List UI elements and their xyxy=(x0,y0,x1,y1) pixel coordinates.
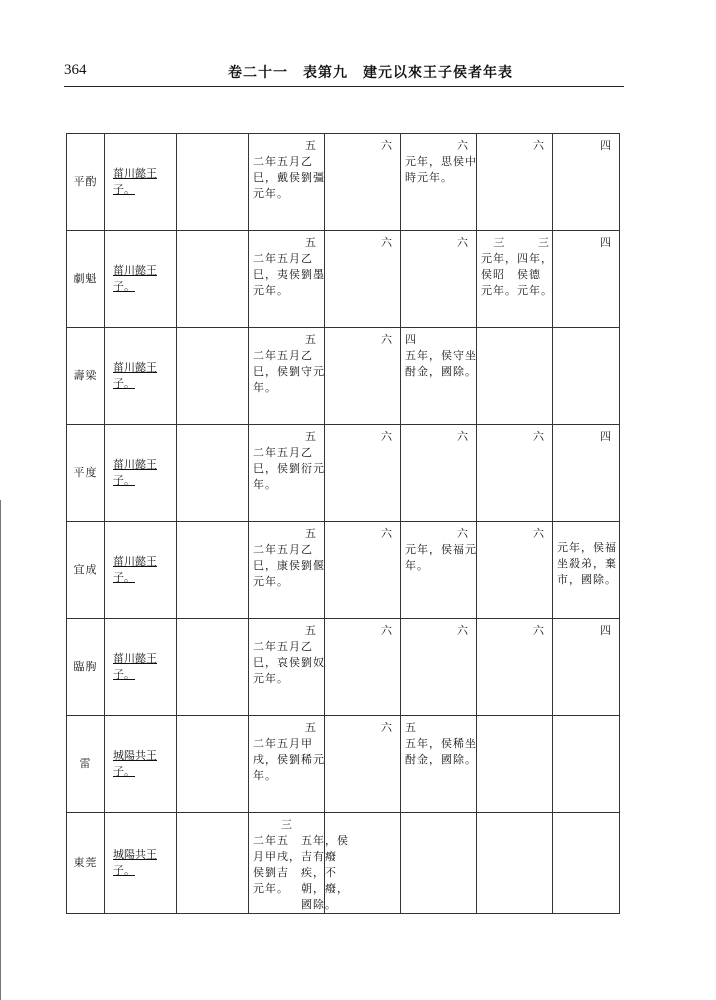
table-row xyxy=(67,619,620,716)
page-number: 364 xyxy=(64,62,87,78)
year-count: 四 xyxy=(600,430,611,443)
year-count: 六 xyxy=(457,236,468,249)
year-count: 六 xyxy=(533,430,544,443)
reign-block xyxy=(401,425,476,445)
lineage-note: 菑川懿王子。 xyxy=(113,555,157,584)
reign-cell xyxy=(553,425,620,522)
entry-text: 五年，侯稀坐 酎金，國除。 xyxy=(405,737,477,766)
marquisate-name: 壽梁 xyxy=(67,328,105,425)
year-count: 五 xyxy=(305,139,316,152)
year-count: 六 xyxy=(457,139,468,152)
empty-cell xyxy=(177,231,249,328)
enfeoffment-block xyxy=(249,231,324,299)
empty-cell xyxy=(177,522,249,619)
year-count: 六 xyxy=(381,430,392,443)
year-count: 六 xyxy=(381,624,392,637)
reign-block xyxy=(553,425,619,445)
year-count: 五 xyxy=(305,236,316,249)
table-row xyxy=(67,716,620,813)
reign-cell xyxy=(401,231,477,328)
year-count: 三 xyxy=(538,236,549,249)
year-count: 六 xyxy=(381,333,392,346)
reign-block xyxy=(325,716,400,736)
year-count: 四 xyxy=(600,139,611,152)
entry-text: 元年，侯福 坐殺弟，棄 市，國除。 xyxy=(557,541,617,586)
empty-cell xyxy=(177,813,249,914)
reign-cell xyxy=(401,425,477,522)
enfeoffment-block xyxy=(249,328,324,396)
year-count: 四 xyxy=(600,624,611,637)
reign-cell xyxy=(325,619,401,716)
lineage-note-cell xyxy=(105,425,177,522)
reign-cell xyxy=(325,425,401,522)
reign-block xyxy=(477,134,552,154)
enfeoffment-block xyxy=(249,522,324,590)
entry-text: 二年五月甲 戌，侯劉稀元 年。 xyxy=(253,737,325,782)
reign-cell xyxy=(477,328,553,425)
lineage-note: 菑川懿王子。 xyxy=(113,167,157,196)
year-count: 六 xyxy=(457,624,468,637)
reign-cell xyxy=(553,328,620,425)
lineage-note: 菑川懿王子。 xyxy=(113,458,157,487)
table-row xyxy=(67,231,620,328)
reign-block xyxy=(477,716,552,720)
reign-block xyxy=(325,813,400,817)
year-count: 六 xyxy=(381,139,392,152)
enfeoffment-block xyxy=(249,425,324,493)
year-count: 五 xyxy=(305,624,316,637)
lineage-note-cell xyxy=(105,134,177,231)
entry-text: 四年， 侯德 元年。 xyxy=(517,252,553,297)
table-row xyxy=(67,813,620,914)
year-count: 六 xyxy=(457,527,468,540)
empty-cell xyxy=(177,134,249,231)
lineage-note-cell xyxy=(105,716,177,813)
enfeoffment-cell xyxy=(249,425,325,522)
year-count: 四 xyxy=(405,333,416,346)
marquisate-name: 宜成 xyxy=(67,522,105,619)
enfeoffment-cell xyxy=(249,328,325,425)
empty-cell xyxy=(177,425,249,522)
marquisate-name: 平酌 xyxy=(67,134,105,231)
reign-block xyxy=(553,328,619,332)
lineage-note-cell xyxy=(105,328,177,425)
year-count: 六 xyxy=(381,721,392,734)
reign-cell xyxy=(477,425,553,522)
year-count: 六 xyxy=(533,527,544,540)
marquisate-name: 劇魁 xyxy=(67,231,105,328)
empty-cell xyxy=(177,619,249,716)
running-title: 卷二十一 表第九 建元以來王子侯者年表 xyxy=(228,65,513,81)
reign-cell xyxy=(401,328,477,425)
enfeoffment-block xyxy=(249,716,324,784)
marquis-table xyxy=(66,133,620,914)
year-count: 六 xyxy=(381,527,392,540)
reign-block xyxy=(477,619,552,639)
year-count: 六 xyxy=(381,236,392,249)
reign-cell xyxy=(401,522,477,619)
reign-cell xyxy=(477,716,553,813)
year-count: 三 xyxy=(281,818,292,831)
reign-block xyxy=(401,328,476,380)
empty-cell xyxy=(177,716,249,813)
year-count: 六 xyxy=(457,430,468,443)
reign-block xyxy=(401,522,476,574)
table-row xyxy=(67,522,620,619)
entry-text: 二年五月乙 巳，戴侯劉彊 元年。 xyxy=(253,155,325,200)
reign-block xyxy=(325,619,400,639)
split-entry xyxy=(481,235,517,299)
reign-block xyxy=(477,522,552,542)
empty-cell xyxy=(177,328,249,425)
entry-text: 元年， 侯昭 元年。 xyxy=(481,252,517,297)
reign-block xyxy=(553,813,619,817)
reign-block xyxy=(325,425,400,445)
reign-cell xyxy=(477,134,553,231)
entry-text: 二年五月乙 巳，夷侯劉墨 元年。 xyxy=(253,252,325,297)
reign-cell xyxy=(553,619,620,716)
reign-cell xyxy=(477,619,553,716)
marquisate-name: 雷 xyxy=(67,716,105,813)
reign-block xyxy=(325,522,400,542)
reign-block xyxy=(553,134,619,154)
enfeoffment-block xyxy=(249,813,349,913)
binding-margin-line xyxy=(0,500,1,1000)
entry-text: 五年，侯 吉有癈 疾，不 朝，癈， 國除。 xyxy=(301,834,349,911)
reign-block xyxy=(477,813,552,817)
reign-cell xyxy=(553,134,620,231)
table-row xyxy=(67,425,620,522)
year-count: 四 xyxy=(600,236,611,249)
year-count: 五 xyxy=(305,430,316,443)
reign-cell xyxy=(553,716,620,813)
entry-text: 元年，侯福元 年。 xyxy=(405,543,477,572)
lineage-note: 城陽共王子。 xyxy=(113,848,157,877)
reign-block xyxy=(401,134,476,186)
reign-cell xyxy=(401,134,477,231)
year-count: 六 xyxy=(533,139,544,152)
entry-text: 五年，侯守坐 酎金，國除。 xyxy=(405,349,477,378)
entry-text: 二年五月乙 巳，哀侯劉奴 元年。 xyxy=(253,640,325,685)
enfeoffment-cell xyxy=(249,619,325,716)
enfeoffment-block xyxy=(249,134,324,202)
year-count: 三 xyxy=(493,236,505,249)
lineage-note-cell xyxy=(105,619,177,716)
enfeoffment-block xyxy=(249,619,324,687)
lineage-note-cell xyxy=(105,231,177,328)
lineage-note-cell xyxy=(105,813,177,914)
split-entry xyxy=(517,235,553,299)
enfeoffment-cell xyxy=(249,134,325,231)
reign-cell xyxy=(325,716,401,813)
reign-cell xyxy=(477,813,553,914)
marquisate-name: 東莞 xyxy=(67,813,105,914)
year-count: 五 xyxy=(405,721,416,734)
reign-cell xyxy=(325,328,401,425)
reign-block xyxy=(553,522,619,588)
enfeoffment-cell xyxy=(249,522,325,619)
reign-cell xyxy=(325,522,401,619)
split-entries xyxy=(477,231,552,299)
enfeoffment-cell xyxy=(249,813,349,914)
entry-text: 元年，思侯中 時元年。 xyxy=(405,155,477,184)
year-count: 五 xyxy=(305,333,316,346)
entry-text: 二年五月乙 巳，康侯劉偃 元年。 xyxy=(253,543,325,588)
reign-cell xyxy=(477,231,553,328)
lineage-note: 城陽共王子。 xyxy=(113,749,157,778)
reign-block xyxy=(553,619,619,639)
reign-block xyxy=(401,716,476,768)
marquisate-name: 平度 xyxy=(67,425,105,522)
entry-text: 二年五月乙 巳，侯劉守元 年。 xyxy=(253,349,325,394)
reign-cell xyxy=(401,813,477,914)
reign-block xyxy=(325,134,400,154)
reign-cell xyxy=(325,231,401,328)
lineage-note: 菑川懿王子。 xyxy=(113,361,157,390)
reign-block xyxy=(401,813,476,817)
reign-block xyxy=(553,716,619,720)
reign-block xyxy=(553,231,619,251)
table-row xyxy=(67,134,620,231)
entry-text: 二年五 月甲戌， 侯劉吉 元年。 xyxy=(253,834,301,895)
lineage-note: 菑川懿王子。 xyxy=(113,652,157,681)
reign-block xyxy=(401,231,476,251)
reign-cell xyxy=(553,231,620,328)
reign-block xyxy=(325,328,400,348)
reign-block xyxy=(401,619,476,639)
lineage-note: 菑川懿王子。 xyxy=(113,264,157,293)
reign-cell xyxy=(401,619,477,716)
year-count: 五 xyxy=(305,527,316,540)
year-count: 六 xyxy=(533,624,544,637)
reign-block xyxy=(477,425,552,445)
entry-text: 二年五月乙 巳，侯劉衍元 年。 xyxy=(253,446,325,491)
reign-cell xyxy=(325,134,401,231)
reign-block xyxy=(325,231,400,251)
enfeoffment-cell xyxy=(249,231,325,328)
reign-block xyxy=(477,328,552,332)
reign-cell xyxy=(401,716,477,813)
split-entries xyxy=(253,833,349,913)
header-rule xyxy=(64,86,624,87)
table-row xyxy=(67,328,620,425)
year-count: 五 xyxy=(305,721,316,734)
reign-cell xyxy=(477,522,553,619)
lineage-note-cell xyxy=(105,522,177,619)
reign-cell xyxy=(553,813,620,914)
reign-cell xyxy=(553,522,620,619)
marquisate-name: 臨朐 xyxy=(67,619,105,716)
enfeoffment-cell xyxy=(249,716,325,813)
